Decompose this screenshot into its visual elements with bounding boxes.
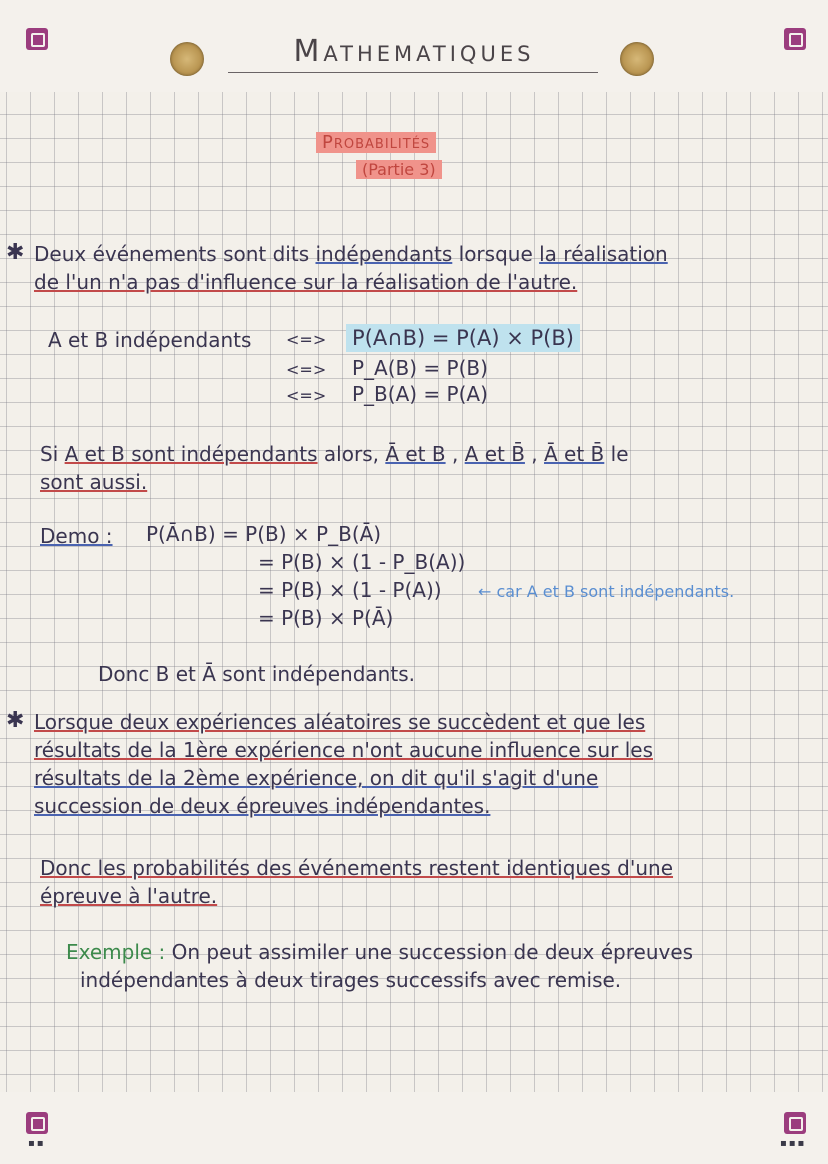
demo-step-1: P(Ā∩B) = P(B) × P_B(Ā) (146, 522, 382, 546)
succession-line-3: résultats de la 2ème expérience, on dit qu'il s'agit d'une (34, 766, 599, 790)
corollary-text: le (604, 442, 629, 466)
example-line-1 (66, 938, 693, 966)
equivalence-arrow: <=> (286, 360, 327, 379)
demo-step-2: = P(B) × (1 - P_B(A)) (258, 550, 466, 574)
corollary-line-1 (40, 440, 629, 468)
demo-conclusion: Donc B et Ā sont indépendants. (98, 662, 415, 686)
equivalence-lhs: A et B indépendants (48, 328, 252, 352)
page-footer-band (0, 1092, 828, 1164)
corner-mark-top-left-icon (26, 28, 48, 50)
definition-term: indépendants (315, 242, 453, 266)
equivalence-formula-1: P(A∩B) = P(A) × P(B) (346, 324, 580, 352)
definition-line-1 (34, 240, 668, 268)
section-title: Probabilités (316, 132, 436, 153)
example-text: On peut assimiler une succession de deux épreuves (171, 940, 694, 964)
example-line-2: indépendantes à deux tirages successifs avec remise. (80, 968, 622, 992)
corollary-separator: , (524, 442, 545, 466)
example-label: Exemple : (66, 940, 166, 964)
definition-text: lorsque (452, 242, 540, 266)
succession-line-1: Lorsque deux expériences aléatoires se succèdent et que les (34, 710, 646, 734)
succession-line-2: résultats de la 1ère expérience n'ont aucune influence sur les (34, 738, 653, 762)
corollary-line-2: sont aussi. (40, 470, 148, 494)
corollary-pair-1: Ā et B (385, 442, 446, 466)
demo-step-3: = P(B) × (1 - P(A)) (258, 578, 442, 602)
demo-step-4: = P(B) × P(Ā) (258, 606, 394, 630)
corner-mark-top-right-icon (784, 28, 806, 50)
consequence-line-2: épreuve à l'autre. (40, 884, 218, 908)
bullet-asterisk-icon: ✱ (6, 240, 25, 265)
demo-step-3-note: ← car A et B sont indépendants. (478, 582, 735, 601)
corner-dots-icon: ▪▪▪ (780, 1138, 807, 1149)
definition-line-2: de l'un n'a pas d'influence sur la réalisation de l'autre. (34, 270, 578, 294)
definition-text: Deux événements sont dits (34, 242, 316, 266)
equivalence-formula-3: P_B(A) = P(A) (352, 382, 488, 406)
definition-text: la réalisation (539, 242, 668, 266)
equivalence-formula-2: P_A(B) = P(B) (352, 356, 488, 380)
demo-label: Demo : (40, 524, 113, 548)
corollary-separator: , (445, 442, 465, 466)
binder-hole-right-icon (620, 42, 654, 76)
equivalence-arrow: <=> (286, 330, 327, 349)
corner-mark-bottom-right-icon (784, 1112, 806, 1134)
corner-mark-bottom-left-icon (26, 1112, 48, 1134)
section-part: (Partie 3) (356, 160, 442, 179)
bullet-asterisk-icon: ✱ (6, 708, 25, 733)
binder-hole-left-icon (170, 42, 204, 76)
corollary-text: Si (40, 442, 65, 466)
corollary-pair-2: A et B̄ (464, 442, 525, 466)
equivalence-arrow: <=> (286, 386, 327, 405)
corollary-hypothesis: A et B sont indépendants (64, 442, 318, 466)
succession-line-4: succession de deux épreuves indépendantes. (34, 794, 491, 818)
corner-dots-icon: ▪▪ (28, 1138, 46, 1149)
consequence-line-1: Donc les probabilités des événements restent identiques d'une (40, 856, 674, 880)
corollary-text: alors, (317, 442, 386, 466)
title-underline (228, 72, 598, 73)
corollary-pair-3: Ā et B̄ (544, 442, 605, 466)
page-title: Mathematiques (293, 34, 535, 69)
